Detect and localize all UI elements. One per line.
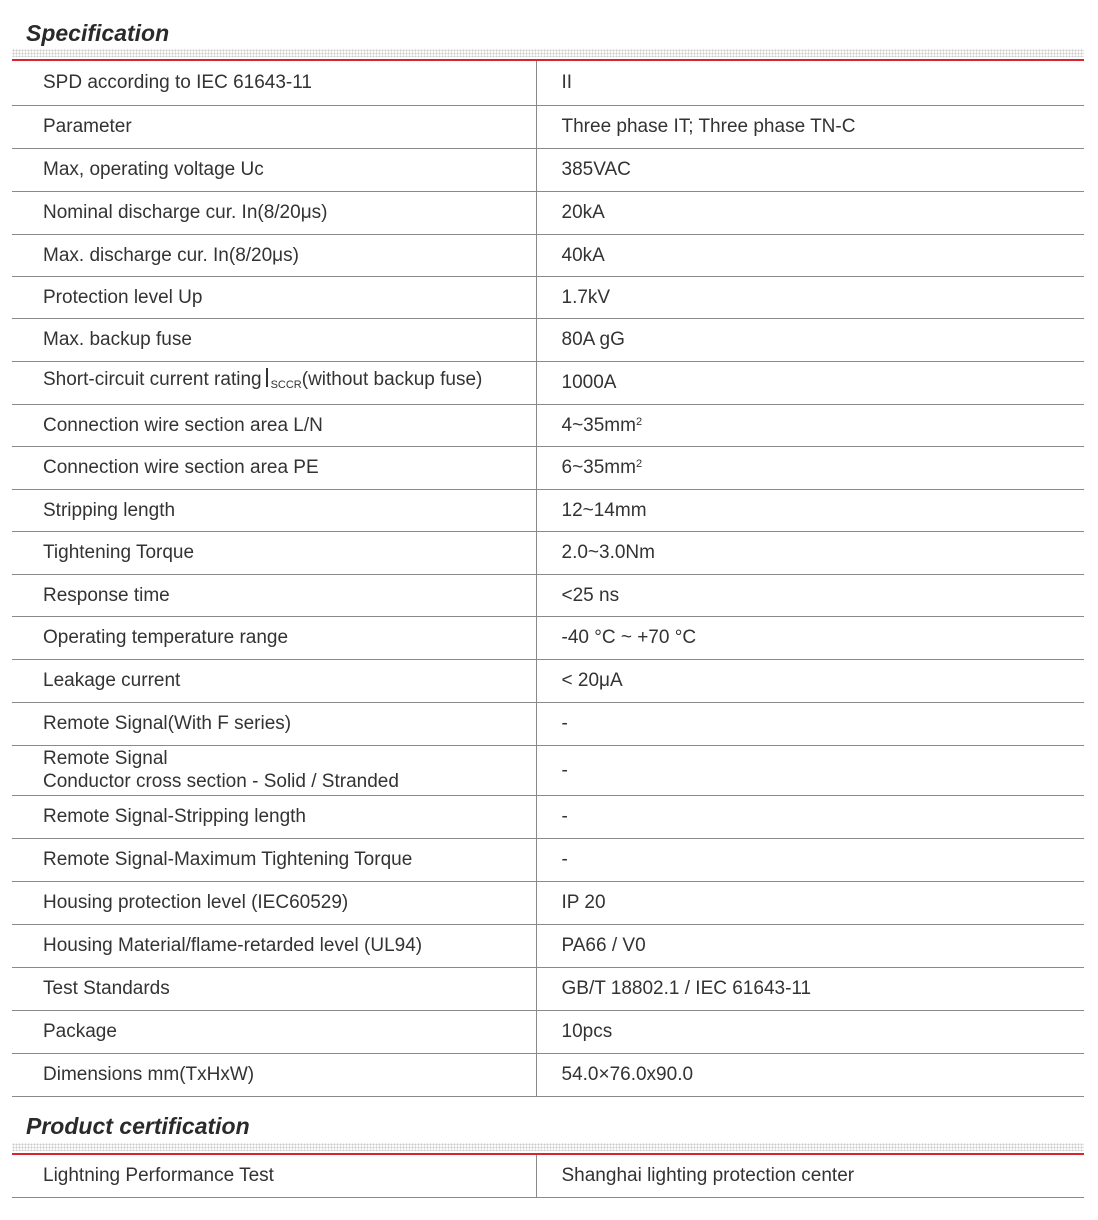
table-row <box>12 404 1084 446</box>
table-row <box>12 702 1084 745</box>
spec-value: 54.0×76.0x90.0 <box>536 1053 1084 1096</box>
spec-label: Max, operating voltage Uc <box>12 148 536 191</box>
spec-label: Remote Signal-Maximum Tightening Torque <box>12 838 536 881</box>
table-row <box>12 795 1084 838</box>
spec-value: - <box>536 838 1084 881</box>
spec-label <box>12 745 536 795</box>
spec-value: IP 20 <box>536 881 1084 924</box>
spec-label: Connection wire section area PE <box>12 446 536 489</box>
spec-label-line1: Remote Signal <box>43 748 168 769</box>
spec-value: 1000A <box>536 361 1084 404</box>
table-row <box>12 745 1084 795</box>
spec-label: Remote Signal-Stripping length <box>12 795 536 838</box>
spec-value: 10pcs <box>536 1010 1084 1053</box>
spec-value: 80A gG <box>536 318 1084 361</box>
table-row <box>12 148 1084 191</box>
cert-value: Shanghai lighting protection center <box>536 1155 1084 1197</box>
table-row <box>12 616 1084 659</box>
spec-value: Three phase IT; Three phase TN-C <box>536 105 1084 148</box>
table-row <box>12 489 1084 531</box>
spec-label: Tightening Torque <box>12 531 536 574</box>
table-row <box>12 531 1084 574</box>
spec-value: - <box>536 702 1084 745</box>
spec-value: 1.7kV <box>536 276 1084 318</box>
table-row <box>12 924 1084 967</box>
table-row <box>12 446 1084 489</box>
spec-label: Test Standards <box>12 967 536 1010</box>
spec-value: - <box>536 745 1084 795</box>
spec-value: 12~14mm <box>536 489 1084 531</box>
spec-label-subscript: SCCR <box>270 379 302 391</box>
spec-value: < 20μA <box>536 659 1084 702</box>
table-row <box>12 61 1084 105</box>
spec-label: Dimensions mm(TxHxW) <box>12 1053 536 1096</box>
spec-label-tail: (without backup fuse) <box>301 369 483 390</box>
spec-value <box>536 446 1084 489</box>
table-row <box>12 574 1084 616</box>
table-row <box>12 318 1084 361</box>
specification-table <box>12 61 1084 1097</box>
spec-value: GB/T 18802.1 / IEC 61643-11 <box>536 967 1084 1010</box>
spec-label: Stripping length <box>12 489 536 531</box>
spec-label: Response time <box>12 574 536 616</box>
dotted-divider <box>12 1143 1084 1151</box>
dotted-divider <box>12 49 1084 57</box>
table-row <box>12 838 1084 881</box>
spec-value: 20kA <box>536 191 1084 234</box>
section-title-specification: Specification <box>26 20 170 46</box>
table-row <box>12 276 1084 318</box>
certification-table <box>12 1155 1084 1198</box>
spec-label: Connection wire section area L/N <box>12 404 536 446</box>
spec-label: Max. discharge cur. In(8/20μs) <box>12 234 536 276</box>
spec-value: 385VAC <box>536 148 1084 191</box>
spec-label <box>12 361 536 404</box>
spec-label: Operating temperature range <box>12 616 536 659</box>
spec-value: 2.0~3.0Nm <box>536 531 1084 574</box>
spec-value <box>536 404 1084 446</box>
table-row <box>12 234 1084 276</box>
spec-label: Nominal discharge cur. In(8/20μs) <box>12 191 536 234</box>
section-title-product-certification: Product certification <box>26 1113 250 1139</box>
spec-value-main: 6~35mm <box>561 457 636 478</box>
spec-value-superscript: 2 <box>635 458 643 470</box>
spec-value: 40kA <box>536 234 1084 276</box>
table-row <box>12 1155 1084 1197</box>
table-row <box>12 361 1084 404</box>
table-row <box>12 881 1084 924</box>
spec-label: Leakage current <box>12 659 536 702</box>
spec-label: Max. backup fuse <box>12 318 536 361</box>
spec-value-superscript: 2 <box>635 415 643 428</box>
current-symbol-bar <box>266 368 268 387</box>
spec-label: Protection level Up <box>12 276 536 318</box>
table-row <box>12 967 1084 1010</box>
spec-label: Remote Signal(With F series) <box>12 702 536 745</box>
spec-value: - <box>536 795 1084 838</box>
table-row <box>12 191 1084 234</box>
cert-label: Lightning Performance Test <box>12 1155 536 1197</box>
spec-value: <25 ns <box>536 574 1084 616</box>
table-row <box>12 105 1084 148</box>
spec-label: Package <box>12 1010 536 1053</box>
spec-value: II <box>536 61 1084 105</box>
spec-value: PA66 / V0 <box>536 924 1084 967</box>
table-row <box>12 659 1084 702</box>
spec-value-main: 4~35mm <box>561 414 636 436</box>
table-row <box>12 1053 1084 1096</box>
spec-label-line2: Conductor cross section - Solid / Stranded <box>43 771 399 792</box>
table-row <box>12 1010 1084 1053</box>
spec-label: Parameter <box>12 105 536 148</box>
spec-value: -40 °C ~ +70 °C <box>536 616 1084 659</box>
spec-label: SPD according to IEC 61643-11 <box>12 61 536 105</box>
spec-label: Housing Material/flame-retarded level (UL94) <box>12 924 536 967</box>
spec-label: Housing protection level (IEC60529) <box>12 881 536 924</box>
spec-label-main: Short-circuit current rating <box>43 369 262 390</box>
